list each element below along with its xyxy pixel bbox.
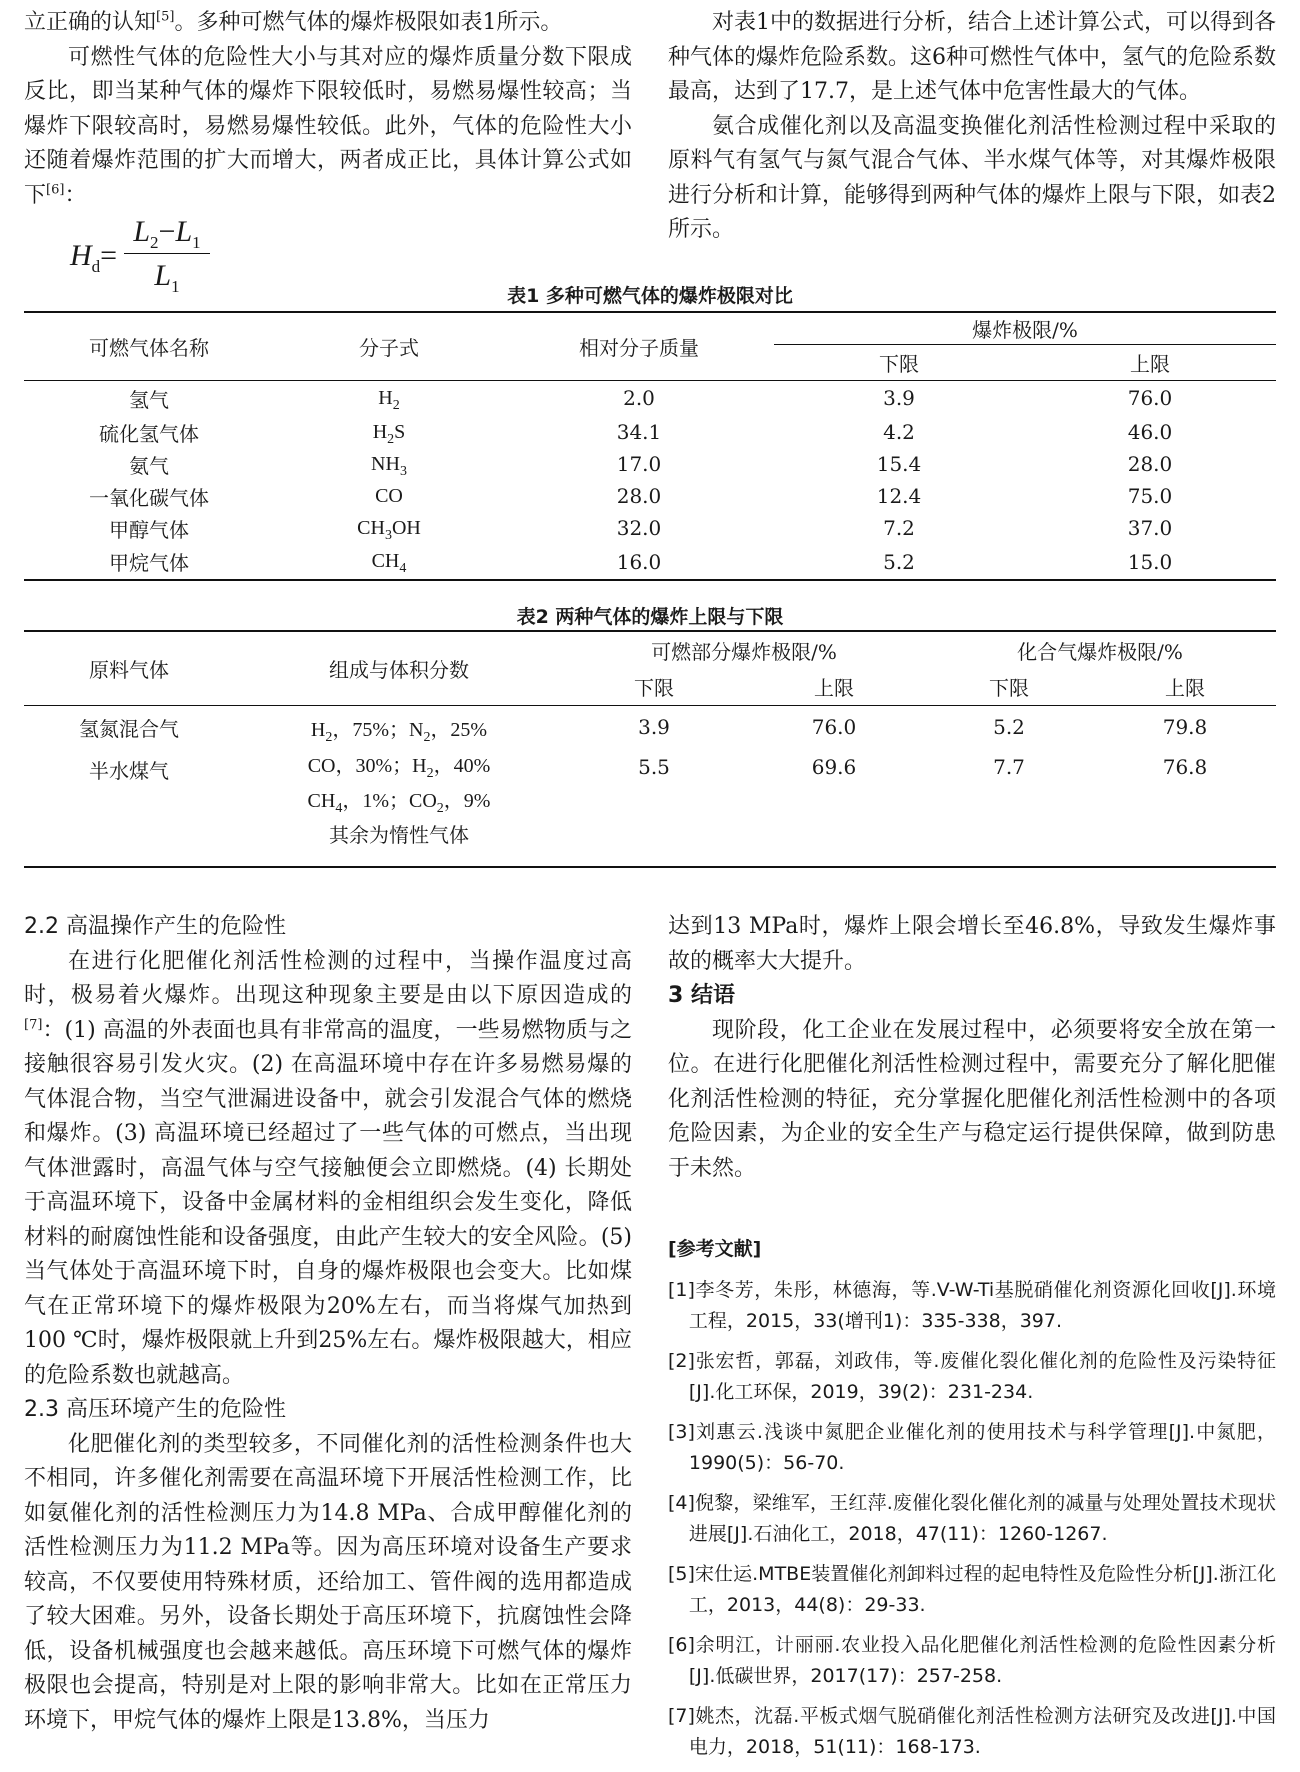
reference-item: [3]刘惠云.浅谈中氮肥企业催化剂的使用技术与科学管理[J].中氮肥，1990(5)：56-70. bbox=[668, 1420, 1276, 1474]
citation: [7] bbox=[24, 1017, 43, 1033]
section-heading-2-2: 2.2 高温操作产生的危险性 bbox=[24, 914, 286, 939]
reference-item: [2]张宏哲，郭磊，刘政伟，等.废催化裂化催化剂的危险性及污染特征[J].化工环保，2019，39(2)：231-234. bbox=[668, 1349, 1276, 1403]
reference-item: [4]倪黎，梁维军，王红萍.废催化裂化催化剂的减量与处理处置技术现状进展[J].石油化工，2018，47(11)：1260-1267. bbox=[668, 1491, 1276, 1545]
table2 bbox=[24, 630, 1276, 868]
cell: 15.0 bbox=[1127, 549, 1173, 574]
cell-composition: CO，30%；$H_2$，40% $CH_4$，1%；$CO_2$，9% 其余为惰性气体 bbox=[307, 755, 491, 847]
top-right-column bbox=[668, 6, 1276, 248]
cell: 69.6 bbox=[811, 755, 857, 779]
header-gas-name: 可燃气体名称 bbox=[89, 335, 209, 360]
cell-composition: $H_2$，75%；$N_2$，25% bbox=[310, 718, 488, 745]
paragraph bbox=[24, 41, 632, 214]
cell: 甲烷气体 bbox=[109, 551, 189, 575]
cell: 79.8 bbox=[1162, 715, 1208, 740]
formula-lhs: $H_d=$ bbox=[70, 239, 118, 276]
text: ： bbox=[64, 182, 87, 208]
cell: 16.0 bbox=[616, 549, 662, 574]
header-raw-gas: 原料气体 bbox=[89, 657, 169, 682]
top-left-column bbox=[24, 6, 632, 305]
paragraph: 达到13 MPa时，爆炸上限会增长至46.8%，导致发生爆炸事故的概率大大提升。 bbox=[668, 914, 1276, 974]
cell: 46.0 bbox=[1127, 420, 1173, 444]
cell: 28.0 bbox=[616, 484, 662, 508]
text: ：(1) 高温的外表面也具有非常高的温度，一些易燃物质与之接触很容易引发火灾。(2) 在高温环境中存在许多易燃易爆的气体混合物，当空气泄漏进设备中，就会引发混合气体的燃烧和爆炸。(3) 高温环境已经超过了一些气体的可燃点，当出现气体泄露时，高温气体与空气接触便会立即燃烧。(4) 长期处于高温环境下，设备中金属材料的金相组织会发生变化，降低材料的耐腐蚀性能和设备强度，由此产生较大的安全风险。(5) 当气体处于高温环境下时，自身的爆炸极限也会变大。比如煤气在正常环境下的爆炸极限为20%左右，而当将煤气加热到100 ℃时，爆炸极限就上升到25%左右。爆炸极限越大，相应的危险系数也就越高。 bbox=[24, 1017, 632, 1388]
cell-formula: $H_2$ bbox=[378, 386, 400, 413]
cell: 28.0 bbox=[1127, 452, 1173, 476]
cell: 34.1 bbox=[616, 420, 662, 444]
formula-numerator: $L_2-L_1$ bbox=[124, 213, 210, 254]
cell: 5.5 bbox=[638, 755, 670, 779]
text: 立正确的认知 bbox=[24, 10, 157, 35]
table-row bbox=[24, 544, 1276, 580]
cell: 5.2 bbox=[993, 715, 1025, 740]
header-lower: 下限 bbox=[634, 676, 674, 701]
cell: 76.0 bbox=[811, 715, 857, 740]
cell: 半水煤气 bbox=[89, 759, 169, 783]
header-upper: 上限 bbox=[1130, 351, 1170, 376]
paragraph bbox=[24, 6, 632, 41]
header-formula: 分子式 bbox=[359, 335, 419, 360]
cell-formula: $CH_4$ bbox=[371, 550, 407, 576]
header-compound-limit: 化合气爆炸极限/% bbox=[1017, 640, 1183, 664]
cell: 32.0 bbox=[616, 516, 662, 540]
header-upper: 上限 bbox=[1165, 676, 1205, 701]
header-composition: 组成与体积分数 bbox=[329, 657, 469, 682]
text: 在进行化肥催化剂活性检测的过程中，当操作温度过高时，极易着火爆炸。出现这种现象主要是由以下原因造成的 bbox=[24, 948, 632, 1008]
cell: 氢氮混合气 bbox=[79, 716, 179, 741]
citation: [5] bbox=[156, 9, 175, 25]
header-limit: 爆炸极限/% bbox=[774, 312, 1276, 344]
cell: 3.9 bbox=[883, 386, 915, 411]
cell: 75.0 bbox=[1127, 484, 1173, 508]
paragraph bbox=[24, 945, 632, 1394]
cell-formula: $NH_3$ bbox=[371, 452, 407, 479]
formula-denominator: $L_1$ bbox=[154, 259, 180, 296]
cell: 2.0 bbox=[623, 386, 655, 411]
cell: 7.2 bbox=[883, 516, 915, 540]
header-lower: 下限 bbox=[879, 351, 919, 376]
reference-item: [1]李冬芳，朱彤，林德海，等.V-W-Ti基脱硝催化剂资源化回收[J].环境工程，2015，33(增刊1)：335-338，397. bbox=[668, 1278, 1276, 1332]
cell-formula: CO bbox=[375, 484, 403, 507]
cell: 3.9 bbox=[638, 715, 670, 740]
table-row bbox=[24, 749, 1276, 867]
cell: 12.4 bbox=[876, 484, 922, 508]
header-upper: 上限 bbox=[814, 676, 854, 701]
paragraph: 化肥催化剂的类型较多，不同催化剂的活性检测条件也大不相同，许多催化剂需要在高温环境下开展活性检测工作，比如氨催化剂的活性检测压力为14.8 MPa、合成甲醇催化剂的活性检测压力为11.2 MPa等。因为高压环境对设备生产要求较高，不仅要使用特殊材质，还给加工、管件阀的选用都造成了较大困难。另外，设备长期处于高压环境下，抗腐蚀性会降低，设备机械强度也会越来越低。高压环境下可燃气体的爆炸极限也会提高，特别是对上限的影响非常大。比如在正常压力环境下，甲烷气体的爆炸上限是13.8%，当压力 bbox=[24, 1431, 632, 1733]
header-lower: 下限 bbox=[989, 676, 1029, 701]
paragraph: 氨合成催化剂以及高温变换催化剂活性检测过程中采取的原料气有氢气与氮气混合气体、半水煤气体等，对其爆炸极限进行分析和计算，能够得到两种气体的爆炸上限与下限，如表2所示。 bbox=[668, 113, 1276, 242]
cell: 76.8 bbox=[1162, 755, 1208, 779]
reference-item: [6]余明江，计丽丽.农业投入品化肥催化剂活性检测的危险性因素分析[J].低碳世界，2017(17)：257-258. bbox=[668, 1633, 1276, 1687]
cell: 17.0 bbox=[616, 452, 662, 476]
bottom-right-column bbox=[668, 910, 1276, 1772]
table-row bbox=[24, 448, 1276, 480]
cell: 37.0 bbox=[1127, 516, 1173, 540]
header-combustible-limit: 可燃部分爆炸极限/% bbox=[651, 640, 837, 664]
citation: [6] bbox=[46, 182, 65, 198]
cell: 硫化氢气体 bbox=[99, 421, 199, 446]
table1 bbox=[24, 311, 1276, 581]
table-row bbox=[24, 380, 1276, 416]
header-mass: 相对分子质量 bbox=[579, 335, 699, 360]
paragraph: 现阶段，化工企业在发展过程中，必须要将安全放在第一位。在进行化肥催化剂活性检测过程中，需要充分了解化肥催化剂活性检测的特征，充分掌握化肥催化剂活性检测中的各项危险因素，为企业的安全生产与稳定运行提供保障，做到防患于未然。 bbox=[668, 1017, 1276, 1181]
cell: 76.0 bbox=[1127, 386, 1173, 411]
cell: 7.7 bbox=[993, 755, 1025, 779]
reference-item: [5]宋仕运.MTBE装置催化剂卸料过程的起电特性及危险性分析[J].浙江化工，2013，44(8)：29-33. bbox=[668, 1562, 1276, 1616]
cell: 15.4 bbox=[876, 452, 922, 476]
bottom-left-column bbox=[24, 910, 632, 1738]
cell: 4.2 bbox=[883, 420, 915, 444]
cell: 氨气 bbox=[129, 453, 169, 478]
cell-formula: $H_2S$ bbox=[372, 420, 406, 447]
cell: 5.2 bbox=[883, 549, 915, 574]
table2-caption: 表2 两种气体的爆炸上限与下限 bbox=[516, 606, 784, 628]
table-row bbox=[24, 512, 1276, 544]
text: 可燃性气体的危险性大小与其对应的爆炸质量分数下限成反比，即当某种气体的爆炸下限较低时，易燃易爆性较高；当爆炸下限较高时，易燃易爆性较低。此外，气体的危险性大小还随着爆炸范围的扩大而增大，两者成正比，具体计算公式如下 bbox=[24, 44, 632, 208]
cell: 氢气 bbox=[129, 387, 169, 412]
cell: 一氧化碳气体 bbox=[89, 485, 209, 510]
references-title: [参考文献] bbox=[668, 1238, 762, 1260]
text: 。多种可燃气体的爆炸极限如表1所示。 bbox=[174, 10, 563, 35]
table1-caption: 表1 多种可燃气体的爆炸极限对比 bbox=[507, 285, 793, 307]
paragraph: 对表1中的数据进行分析，结合上述计算公式，可以得到各种气体的爆炸危险系数。这6种可燃性气体中，氢气的危险系数最高，达到了17.7，是上述气体中危害性最大的气体。 bbox=[668, 10, 1276, 104]
cell: 甲醇气体 bbox=[109, 517, 189, 542]
cell-formula: $CH_3OH$ bbox=[357, 516, 421, 543]
table-row bbox=[24, 480, 1276, 512]
table-row bbox=[24, 705, 1276, 749]
section-heading-3: 3 结语 bbox=[668, 983, 735, 1008]
reference-item: [7]姚杰，沈磊.平板式烟气脱硝催化剂活性检测方法研究及改进[J].中国电力，2018，51(11)：168-173. bbox=[668, 1704, 1276, 1758]
table-row bbox=[24, 416, 1276, 448]
section-heading-2-3: 2.3 高压环境产生的危险性 bbox=[24, 1397, 286, 1422]
